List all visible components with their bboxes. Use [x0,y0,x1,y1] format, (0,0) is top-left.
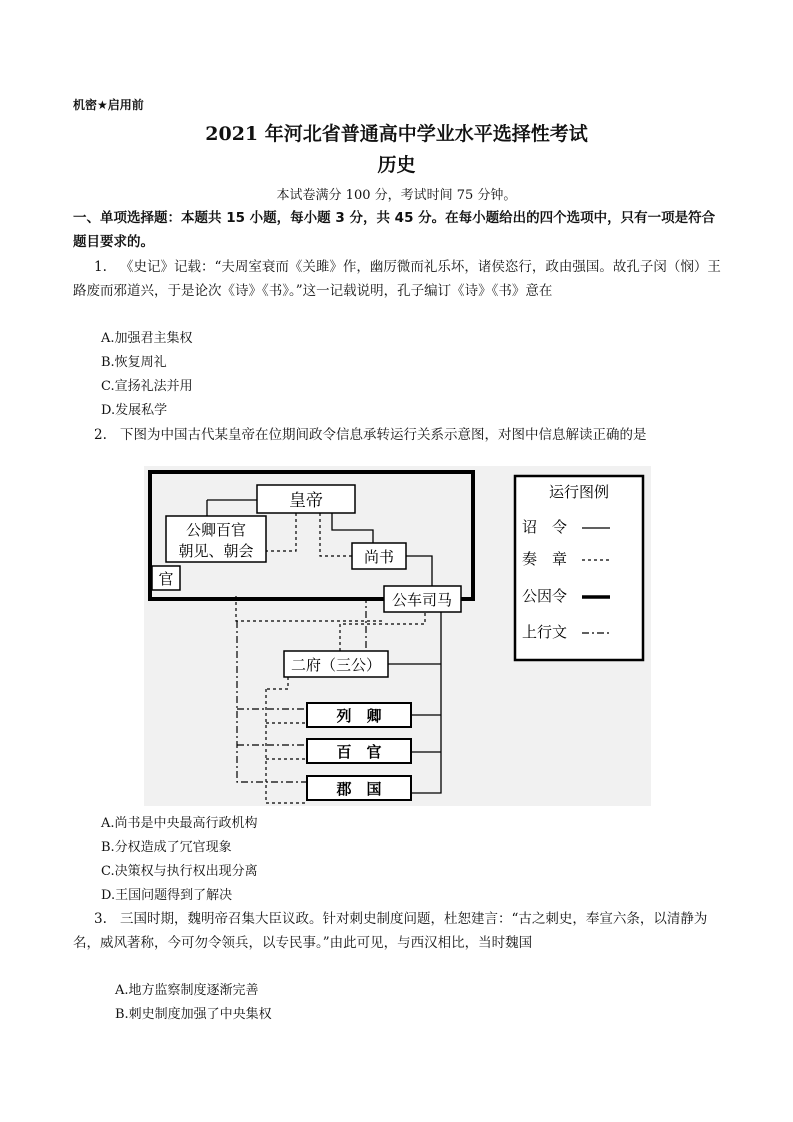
legend-item-gongyin: 公因令 [522,587,568,605]
legend-item-upward: 上行文 [522,623,568,641]
exam-note: 本试卷满分 100 分，考试时间 75 分钟。 [276,188,517,203]
baiguan-label: 百 官 [336,743,382,761]
exam-subject: 历史 [377,154,416,176]
government-flow-diagram [144,466,651,806]
question-3-text: 三国时期，魏明帝召集大臣议政。针对刺史制度问题，杜恕建言：“古之刺史，奉宣六条，以清静为名，威风著称，今可勿令领兵，以专民事。”由此可见，与西汉相比，当时魏国 [73,911,708,951]
question-2-text: 下图为中国古代某皇帝在位期间政令信息承转运行关系示意图，对图中信息解读正确的是 [120,427,647,443]
gongche-label: 公车司马 [391,591,453,609]
confidential-label: 机密★启用前 [73,98,144,112]
question-1-option-b: B.恢复周礼 [101,355,167,370]
question-2-stem [73,423,725,447]
junguo-label: 郡 国 [336,780,382,798]
legend-item-memorial: 奏 章 [522,550,568,568]
question-3-option-b: B.刺史制度加强了中央集权 [115,1007,272,1022]
erfu-label: 二府（三公） [290,656,382,674]
question-3-option-a: A.地方监察制度逐渐完善 [115,983,259,998]
question-3-number: 3. [94,911,107,927]
section-heading: 一、单项选择题：本题共 15 小题，每小题 3 分，共 45 分。在每小题给出的四个选项中，只有一项是符合题目要求的。 [73,210,716,250]
diagram-svg [144,466,651,806]
officials-label-2: 朝见、朝会 [178,542,254,560]
question-1-option-a: A.加强君主集权 [101,331,193,346]
question-2-option-a: A.尚书是中央最高行政机构 [101,816,258,831]
guan-label: 官 [158,570,174,588]
question-2-option-d: D.王国问题得到了解决 [101,888,233,903]
question-1-stem [73,255,725,303]
officials-label-1: 公卿百官 [185,521,247,539]
shangshu-label: 尚书 [363,548,395,566]
question-2-option-c: C.决策权与执行权出现分离 [101,864,258,879]
question-2-number: 2. [94,427,107,443]
question-2-option-b: B.分权造成了冗官现象 [101,840,232,855]
question-1-text: 《史记》记载：“夫周室衰而《关雎》作，幽厉微而礼乐坏，诸侯恣行，政由强国。故孔子闵（悯）王路废而邪道兴，于是论次《诗》《书》。”这一记载说明，孔子编订《诗》《书》意在 [73,259,721,299]
legend-title: 运行图例 [548,483,610,501]
question-1-option-c: C.宣扬礼法并用 [101,379,193,394]
question-1-number: 1. [94,259,107,275]
question-3-stem [73,907,725,955]
emperor-label: 皇帝 [289,491,323,511]
legend-item-edict: 诏 令 [522,518,568,536]
exam-title: 2021 年河北省普通高中学业水平选择性考试 [205,123,588,145]
lieqing-label: 列 卿 [336,707,382,725]
question-1-option-d: D.发展私学 [101,403,168,418]
